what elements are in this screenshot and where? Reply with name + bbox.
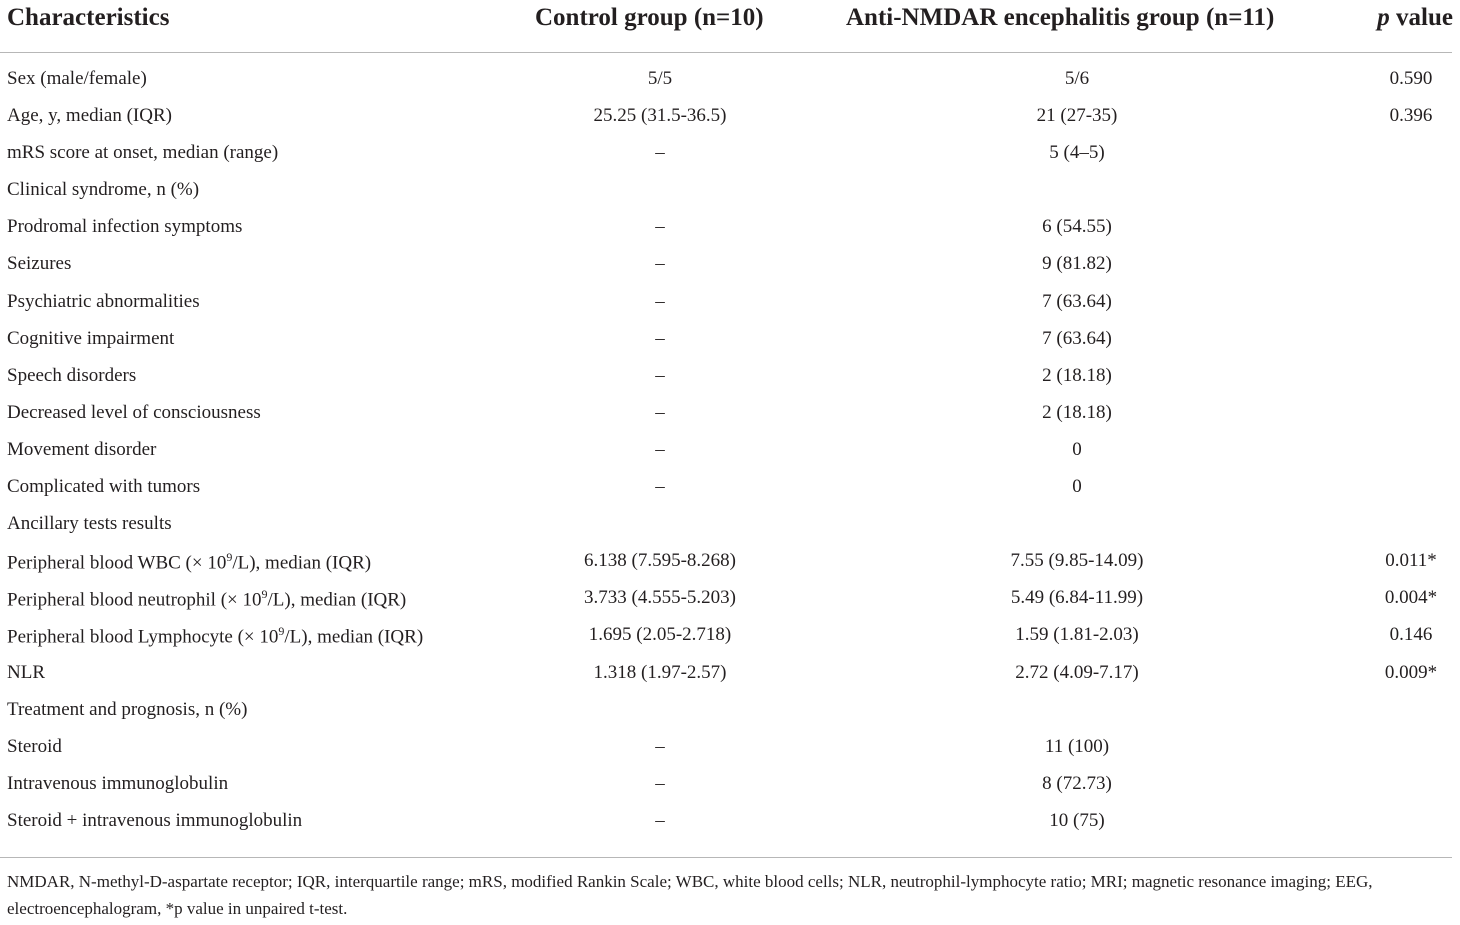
control-value: 6.138 (7.595-8.268) <box>584 550 736 572</box>
table-row <box>0 771 1460 808</box>
table-row <box>0 326 1460 363</box>
row-label: Sex (male/female) <box>7 68 147 89</box>
table-row <box>0 511 1460 548</box>
anti-nmdar-value: 7 (63.64) <box>1042 327 1112 349</box>
table-row <box>0 734 1460 771</box>
row-label-text-after: /L), median (IQR) <box>232 552 372 574</box>
row-label-text: Peripheral blood Lymphocyte (× 10 <box>7 626 279 648</box>
control-value: 1.318 (1.97-2.57) <box>593 661 727 683</box>
table-row <box>0 214 1460 251</box>
row-label: Treatment and prognosis, n (%) <box>7 698 248 720</box>
control-value: – <box>655 364 665 386</box>
row-label: NLR <box>7 661 45 683</box>
table-row <box>0 251 1460 288</box>
table-row <box>0 103 1460 140</box>
header-p-value <box>1377 4 1453 32</box>
control-value: – <box>655 438 665 460</box>
anti-nmdar-value: 6 (54.55) <box>1042 216 1112 238</box>
header-anti-nmdar-group: Anti-NMDAR encephalitis group (n=11) <box>846 4 1275 31</box>
control-value: – <box>655 772 665 794</box>
p-value: 0.004* <box>1384 587 1438 609</box>
p-value: 0.396 <box>1389 105 1433 127</box>
anti-nmdar-value: 5/6 <box>1064 68 1090 89</box>
anti-nmdar-value: 2 (18.18) <box>1042 401 1112 423</box>
row-label: Cognitive impairment <box>7 327 175 349</box>
anti-nmdar-value: 10 (75) <box>1049 809 1105 831</box>
row-label-superscript: 9 <box>226 550 233 565</box>
anti-nmdar-value: 2.72 (4.09-7.17) <box>1015 661 1139 683</box>
p-value: 0.009* <box>1384 661 1438 683</box>
row-label-superscript: 9 <box>261 587 268 602</box>
control-value: – <box>655 401 665 423</box>
control-value: – <box>655 735 665 757</box>
table-row <box>0 585 1460 622</box>
control-value: – <box>655 290 665 312</box>
row-label-superscript: 9 <box>278 624 285 639</box>
row-label: Age, y, median (IQR) <box>7 105 172 127</box>
table-row <box>0 697 1460 734</box>
row-label: mRS score at onset, median (range) <box>7 142 279 164</box>
table-body <box>0 66 1460 845</box>
header-p-italic: p <box>1377 4 1390 31</box>
table-row <box>0 363 1460 400</box>
table-row <box>0 808 1460 845</box>
control-value: – <box>655 476 665 498</box>
row-label: Prodromal infection symptoms <box>7 216 243 238</box>
p-value: 0.146 <box>1389 624 1433 646</box>
table-row <box>0 474 1460 511</box>
table-row <box>0 660 1460 697</box>
row-label: Movement disorder <box>7 438 157 460</box>
control-value: – <box>655 327 665 349</box>
header-control-group: Control group (n=10) <box>535 4 764 31</box>
anti-nmdar-value: 21 (27-35) <box>1036 105 1118 127</box>
anti-nmdar-value: 9 (81.82) <box>1042 253 1112 275</box>
anti-nmdar-value: 0 <box>1072 438 1082 460</box>
header-characteristics: Characteristics <box>7 4 170 31</box>
table-header <box>0 0 1460 40</box>
control-value: – <box>655 216 665 238</box>
p-value: 0.011* <box>1385 550 1437 572</box>
table-row <box>0 622 1460 659</box>
anti-nmdar-value: 2 (18.18) <box>1042 364 1112 386</box>
table-row <box>0 400 1460 437</box>
anti-nmdar-value: 11 (100) <box>1044 735 1110 757</box>
top-rule <box>0 52 1452 53</box>
anti-nmdar-value: 7.55 (9.85-14.09) <box>1010 550 1144 572</box>
anti-nmdar-value: 7 (63.64) <box>1042 290 1112 312</box>
header-p-rest: value <box>1389 4 1453 31</box>
anti-nmdar-value: 0 <box>1072 476 1082 498</box>
control-value: 1.695 (2.05-2.718) <box>588 624 732 646</box>
anti-nmdar-value: 8 (72.73) <box>1042 772 1112 794</box>
row-label: Psychiatric abnormalities <box>7 290 200 312</box>
row-label-text: Peripheral blood WBC (× 10 <box>7 552 227 574</box>
row-label-text-after: /L), median (IQR) <box>267 589 407 611</box>
row-label: Steroid + intravenous immunoglobulin <box>7 809 303 831</box>
row-label: Decreased level of consciousness <box>7 401 261 423</box>
bottom-rule <box>0 857 1452 858</box>
control-value: – <box>655 142 665 164</box>
row-label <box>7 550 371 574</box>
anti-nmdar-value: 5.49 (6.84-11.99) <box>1010 587 1144 609</box>
control-value: – <box>655 253 665 275</box>
row-label-text-after: /L), median (IQR) <box>284 626 424 648</box>
table-row <box>0 548 1460 585</box>
row-label-text: Peripheral blood neutrophil (× 10 <box>7 589 262 611</box>
row-label: Seizures <box>7 253 72 275</box>
table-row <box>0 177 1460 214</box>
row-label: Speech disorders <box>7 364 137 386</box>
control-value: – <box>655 809 665 831</box>
control-value: 5/5 <box>647 68 673 89</box>
row-label: Ancillary tests results <box>7 513 172 535</box>
table-row <box>0 437 1460 474</box>
anti-nmdar-value: 5 (4–5) <box>1049 142 1105 164</box>
row-label <box>7 624 423 648</box>
table-row <box>0 140 1460 177</box>
p-value: 0.590 <box>1389 68 1433 89</box>
table-row <box>0 289 1460 326</box>
row-label: Clinical syndrome, n (%) <box>7 179 200 201</box>
row-label: Steroid <box>7 735 62 757</box>
anti-nmdar-value: 1.59 (1.81-2.03) <box>1015 624 1139 646</box>
control-value: 25.25 (31.5-36.5) <box>593 105 727 127</box>
control-value: 3.733 (4.555-5.203) <box>584 587 736 609</box>
row-label: Complicated with tumors <box>7 476 201 498</box>
table-footnote: NMDAR, N-methyl-D-aspartate receptor; IQR, interquartile range; mRS, modified Rankin Scale; WBC, white blood cells; NLR, neutrophil-lymphocyte ratio; MRI; magnetic resonance imaging; EEG, electroencephalogram, *p value in unpaired t-test. <box>7 872 1373 918</box>
table-row <box>0 66 1460 103</box>
row-label: Intravenous immunoglobulin <box>7 772 229 794</box>
row-label <box>7 587 406 611</box>
